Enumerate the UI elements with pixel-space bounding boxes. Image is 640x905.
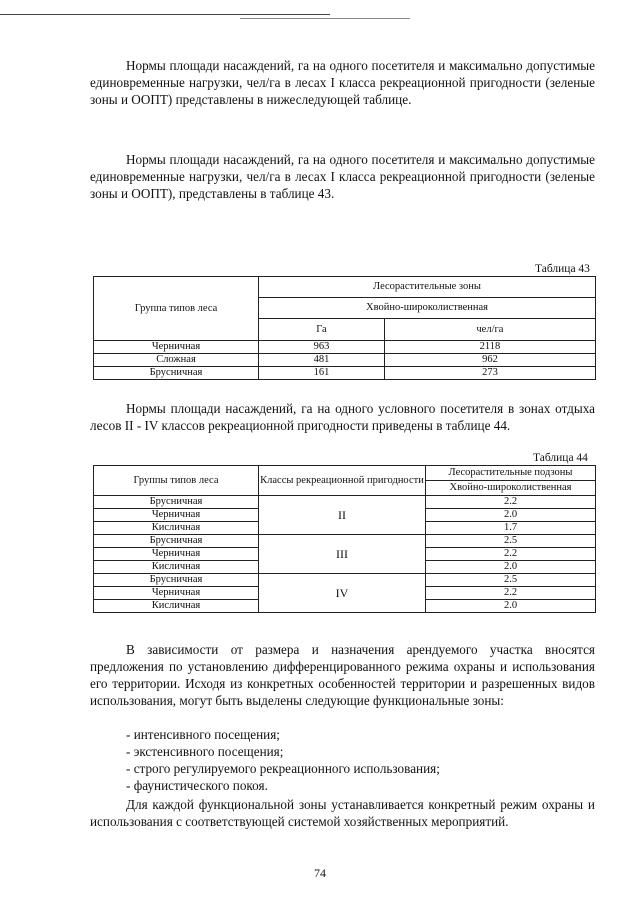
table-44-cell-name: Черничная <box>94 587 259 600</box>
table-43-cell-ha: 161 <box>259 367 385 380</box>
table-43-header-pers: чел/га <box>384 319 595 341</box>
paragraph-2: Нормы площади насаждений, га на одного посетителя и максимально допустимые единовременные нагрузки, чел/га в лесах I класса рекреационной пригодности (зеленые зоны и ООПТ), представлены в таблице 43. <box>90 152 595 201</box>
table-44-class-cell: II <box>259 496 426 535</box>
table-43-cell-name: Черничная <box>94 341 259 354</box>
table-44-caption: Таблица 44 <box>533 452 588 464</box>
table-43-header-subzone: Хвойно-широколиственная <box>259 298 596 319</box>
table-44-cell-name: Черничная <box>94 509 259 522</box>
table-44-cell-value: 2.2 <box>426 496 596 509</box>
table-44-cell-name: Кисличная <box>94 522 259 535</box>
list-item: - интенсивного посещения; <box>126 727 280 742</box>
table-43-cell-pers: 273 <box>384 367 595 380</box>
table-44-cell-value: 1.7 <box>426 522 596 535</box>
table-44-cell-value: 2.2 <box>426 587 596 600</box>
table-43-header-zones: Лесорастительные зоны <box>259 277 596 298</box>
list-item: - экстенсивного посещения; <box>126 744 284 759</box>
table-43-cell-ha: 481 <box>259 354 385 367</box>
table-44-cell-name: Брусничная <box>94 496 259 509</box>
table-44-class-cell: IV <box>259 574 426 613</box>
table-43-cell-name: Брусничная <box>94 367 259 380</box>
table-43-cell-pers: 2118 <box>384 341 595 354</box>
table-44-cell-value: 2.2 <box>426 548 596 561</box>
table-44-header-classes: Классы рекреационной пригодности <box>259 466 426 496</box>
paragraph-3: Нормы площади насаждений, га на одного условного посетителя в зонах отдыха лесов II - IV классов рекреационной пригодности приведены в таблице 44. <box>90 401 595 433</box>
table-44-cell-name: Брусничная <box>94 574 259 587</box>
list-item: - строго регулируемого рекреационного использования; <box>126 761 440 776</box>
paragraph-4: В зависимости от размера и назначения арендуемого участка вносятся предложения по установлению дифференцированного режима охраны и использования его территории. Исходя из конкретных особенностей территории и разрешенных видов использования, могут быть выделены следующие функциональные зоны: <box>90 642 595 708</box>
table-44 <box>93 465 596 613</box>
paragraph-1: Нормы площади насаждений, га на одного посетителя и максимально допустимые единовременные нагрузки, чел/га в лесах I класса рекреационной пригодности (зеленые зоны и ООПТ) представлены в нижеследующей таблице. <box>90 58 595 107</box>
table-44-header-groups: Группы типов леса <box>94 466 259 496</box>
table-43 <box>93 276 596 380</box>
table-44-class-cell: III <box>259 535 426 574</box>
table-44-cell-name: Черничная <box>94 548 259 561</box>
table-43-cell-ha: 963 <box>259 341 385 354</box>
table-44-cell-value: 2.0 <box>426 561 596 574</box>
zones-list <box>126 726 440 794</box>
table-43-cell-name: Сложная <box>94 354 259 367</box>
table-44-header-subzone: Хвойно-широколиственная <box>426 481 596 496</box>
table-43-header-group: Группа типов леса <box>94 277 259 341</box>
table-44-cell-value: 2.0 <box>426 509 596 522</box>
page-number: 74 <box>314 866 326 880</box>
table-44-header-subzones: Лесорастительные подзоны <box>426 466 596 481</box>
table-44-cell-name: Брусничная <box>94 535 259 548</box>
table-43-caption: Таблица 43 <box>535 263 590 275</box>
list-item: - фаунистического покоя. <box>126 778 268 793</box>
table-44-cell-value: 2.5 <box>426 535 596 548</box>
table-44-cell-name: Кисличная <box>94 600 259 613</box>
top-rule-secondary <box>240 18 410 19</box>
table-44-cell-value: 2.0 <box>426 600 596 613</box>
table-44-cell-value: 2.5 <box>426 574 596 587</box>
table-43-header-ha: Га <box>259 319 385 341</box>
top-rule <box>0 14 330 15</box>
paragraph-5: Для каждой функциональной зоны устанавливается конкретный режим охраны и использования с соответствующей системой хозяйственных мероприятий. <box>90 797 595 829</box>
table-44-cell-name: Кисличная <box>94 561 259 574</box>
table-43-cell-pers: 962 <box>384 354 595 367</box>
